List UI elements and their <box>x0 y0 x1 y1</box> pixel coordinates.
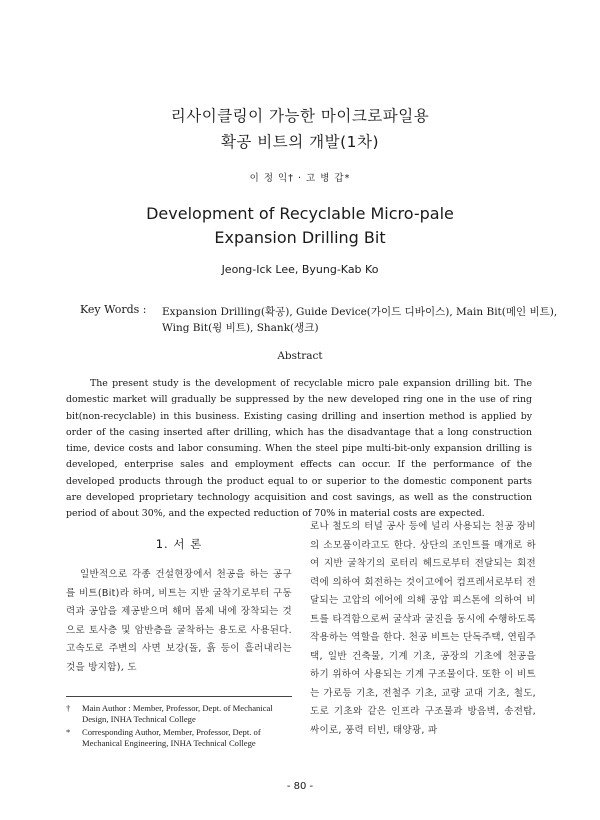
abstract-body: The present study is the development of recyclable micro pale expansion drilling bit. The domestic market will gradually be suppressed by the new developed ring one in the use of ring bit(non-recyclable) in this business. Existing casing drilling and insertion method is applied by order of the casing inserted after drilling, which has the disadvantage that a long construction time, device costs and labor consuming. When the steel pipe multi-bit-only expansion drilling is developed, enterprise sales and employment effects can occur. If the performance of the developed products through the product equal to or superior to the domestic component parts are developed proprietary technology acquisition and cost savings, as well as the construction period of about 30%, and the expected reduction of 70% in material costs are expected. <box>66 378 532 520</box>
korean-title-line-1: 리사이클링이 가능한 마이크로파일용 <box>170 107 430 125</box>
abstract-heading: Abstract <box>277 350 323 362</box>
footnote-mark: * <box>66 727 71 737</box>
korean-title-line-2: 확공 비트의 개발(1차) <box>220 133 380 151</box>
intro-left-column: 일반적으로 각종 건설현장에서 천공을 하는 공구를 비트(Bit)라 하며, 비트는 지반 굴착기로부터 구동력과 공압을 제공받으며 해머 몸체 내에 장착되는 것으로 토사층 및 암반층을 굴착하는 용도로 사용된다. 고속도로 주변의 사면 보강(돌, 흙 등이 흘러내리는 것을 방지함), 도 <box>66 569 292 673</box>
korean-authors: 이 정 익† · 고 병 갑* <box>249 173 351 184</box>
section-heading-introduction: 1. 서 론 <box>155 537 203 551</box>
footnote-text: Corresponding Author, Member, Professor, Dept. of Mechanical Engineering, INHA Technical College <box>82 727 261 748</box>
english-title-line-1: Development of Recyclable Micro-pale <box>146 204 454 223</box>
footnote-text: Main Author : Member, Professor, Dept. of Mechanical Design, INHA Technical College <box>82 703 273 724</box>
intro-right-column: 로나 철도의 터널 공사 등에 널리 사용되는 천공 장비의 소모품이라고도 한다. 상단의 조인트를 매개로 하여 지반 굴착기의 로터리 헤드로부터 전달되는 회전력에 의하여 회전하는 것이고에어 컴프레서로부터 전달되는 고압의 에어에 의해 공압 피스톤에 의하여 비트를 타격함으로써 굴삭과 굴진을 동시에 수행하도록 작용하는 역할을 한다. 천공 비트는 단독주택, 연립주택, 일반 건축물, 기계 기초, 공장의 기초에 천공을 하기 위하여 사용되는 기계 구조물이다. 또한 이 비트는 가로등 기초, 전철주 기초, 교량 교대 기초, 철도, 도로 기초와 같은 인프라 구조물과 방음벽, 송전탑, 싸이로, 풍력 터빈, 태양광, 파 <box>310 521 536 736</box>
keywords-line-1: Expansion Drilling(확공), Guide Device(가이드 디바이스), Main Bit(메인 비트), <box>162 306 558 318</box>
footnote-divider <box>66 696 292 697</box>
keywords-label: Key Words : <box>80 303 147 316</box>
footnote-mark: † <box>66 703 71 713</box>
keywords-line-2: Wing Bit(윙 비트), Shank(생크) <box>162 322 319 334</box>
english-title-line-2: Expansion Drilling Bit <box>214 228 386 247</box>
english-authors: Jeong-Ick Lee, Byung-Kab Ko <box>221 263 379 276</box>
footnote-main-author <box>66 703 296 725</box>
page-number: - 80 - <box>286 781 314 792</box>
footnote-corresponding-author <box>66 727 296 749</box>
